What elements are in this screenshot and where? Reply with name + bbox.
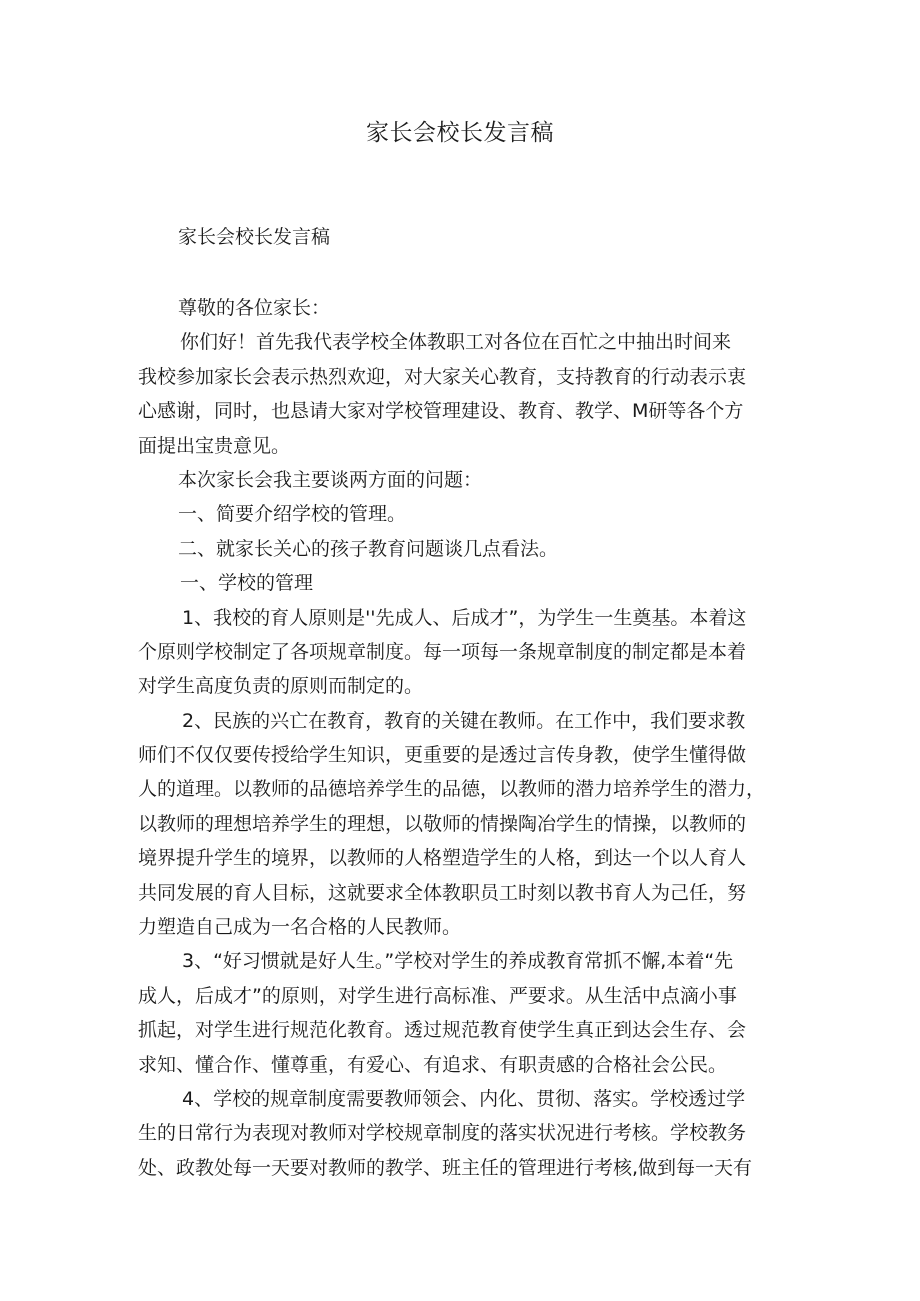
document-subtitle: 家长会校长发言稿 bbox=[178, 226, 331, 248]
paragraph-line: 生的日常行为表现对教师对学校规章制度的落实状况进行考核。学校教务 bbox=[138, 1122, 747, 1145]
list-item: 一、简要介绍学校的管理。 bbox=[178, 503, 407, 526]
paragraph-line: 我校参加家长会表示热烈欢迎，对大家关心教育，支持教育的行动表示衷 bbox=[138, 365, 747, 388]
document-title: 家长会校长发言稿 bbox=[366, 120, 554, 146]
paragraph-line: 处、政教处每一天要对教师的教学、班主任的管理进行考核,做到每一天有 bbox=[138, 1156, 753, 1179]
paragraph-line: 抓起，对学生进行规范化教育。透过规范教育使学生真正到达会生存、会 bbox=[138, 1019, 747, 1042]
paragraph-line: 师们不仅仅要传授给学生知识，更重要的是透过言传身教，使学生懂得做 bbox=[138, 744, 747, 767]
paragraph-line: 求知、懂合作、懂尊重，有爱心、有追求、有职责感的合格社会公民。 bbox=[138, 1053, 728, 1076]
paragraph-line: 成人，后成才”的原则，对学生进行高标准、严要求。从生活中点滴小事 bbox=[138, 984, 737, 1007]
paragraph-line: 个原则学校制定了各项规章制度。每一项每一条规章制度的制定都是本着 bbox=[138, 640, 747, 663]
section-heading: 一、学校的管理 bbox=[180, 572, 314, 595]
document-body bbox=[138, 291, 784, 1185]
paragraph-line: 4、学校的规章制度需要教师领会、内化、贯彻、落实。学校透过学 bbox=[182, 1087, 746, 1110]
paragraph-line: 共同发展的育人目标，这就要求全体教职员工时刻以教书育人为己任，努 bbox=[138, 881, 747, 904]
paragraph-line: 本次家长会我主要谈两方面的问题： bbox=[178, 468, 483, 491]
paragraph-line: 心感谢，同时，也恳请大家对学校管理建设、教育、教学、M研等各个方 bbox=[138, 400, 744, 423]
paragraph-line: 对学生高度负责的原则而制定的。 bbox=[138, 675, 424, 698]
paragraph-line: 力塑造自己成为一名合格的人民教师。 bbox=[138, 916, 462, 939]
salutation: 尊敬的各位家长： bbox=[178, 297, 331, 319]
paragraph-line: 面提出宝贵意见。 bbox=[138, 434, 291, 457]
paragraph-line: 人的道理。以教师的品德培养学生的品德，以教师的潜力培养学生的潜力， bbox=[138, 778, 766, 801]
list-item: 二、就家长关心的孩子教育问题谈几点看法。 bbox=[178, 537, 559, 560]
paragraph-line: 你们好！首先我代表学校全体教职工对各位在百忙之中抽出时间来 bbox=[180, 331, 732, 354]
paragraph-line: 1、我校的育人原则是''先成人、后成才”，为学生一生奠基。本着这 bbox=[182, 606, 747, 629]
paragraph-line: 2、民族的兴亡在教育，教育的关键在教师。在工作中，我们要求教 bbox=[182, 709, 746, 732]
paragraph-line: 境界提升学生的境界，以教师的人格塑造学生的人格，到达一个以人育人 bbox=[138, 847, 747, 870]
paragraph-line: 以教师的理想培养学生的理想，以敬师的情操陶冶学生的情操，以教师的 bbox=[138, 812, 747, 835]
paragraph-line: 3、“好习惯就是好人生。”学校对学生的养成教育常抓不懈,本着“先 bbox=[182, 950, 734, 973]
